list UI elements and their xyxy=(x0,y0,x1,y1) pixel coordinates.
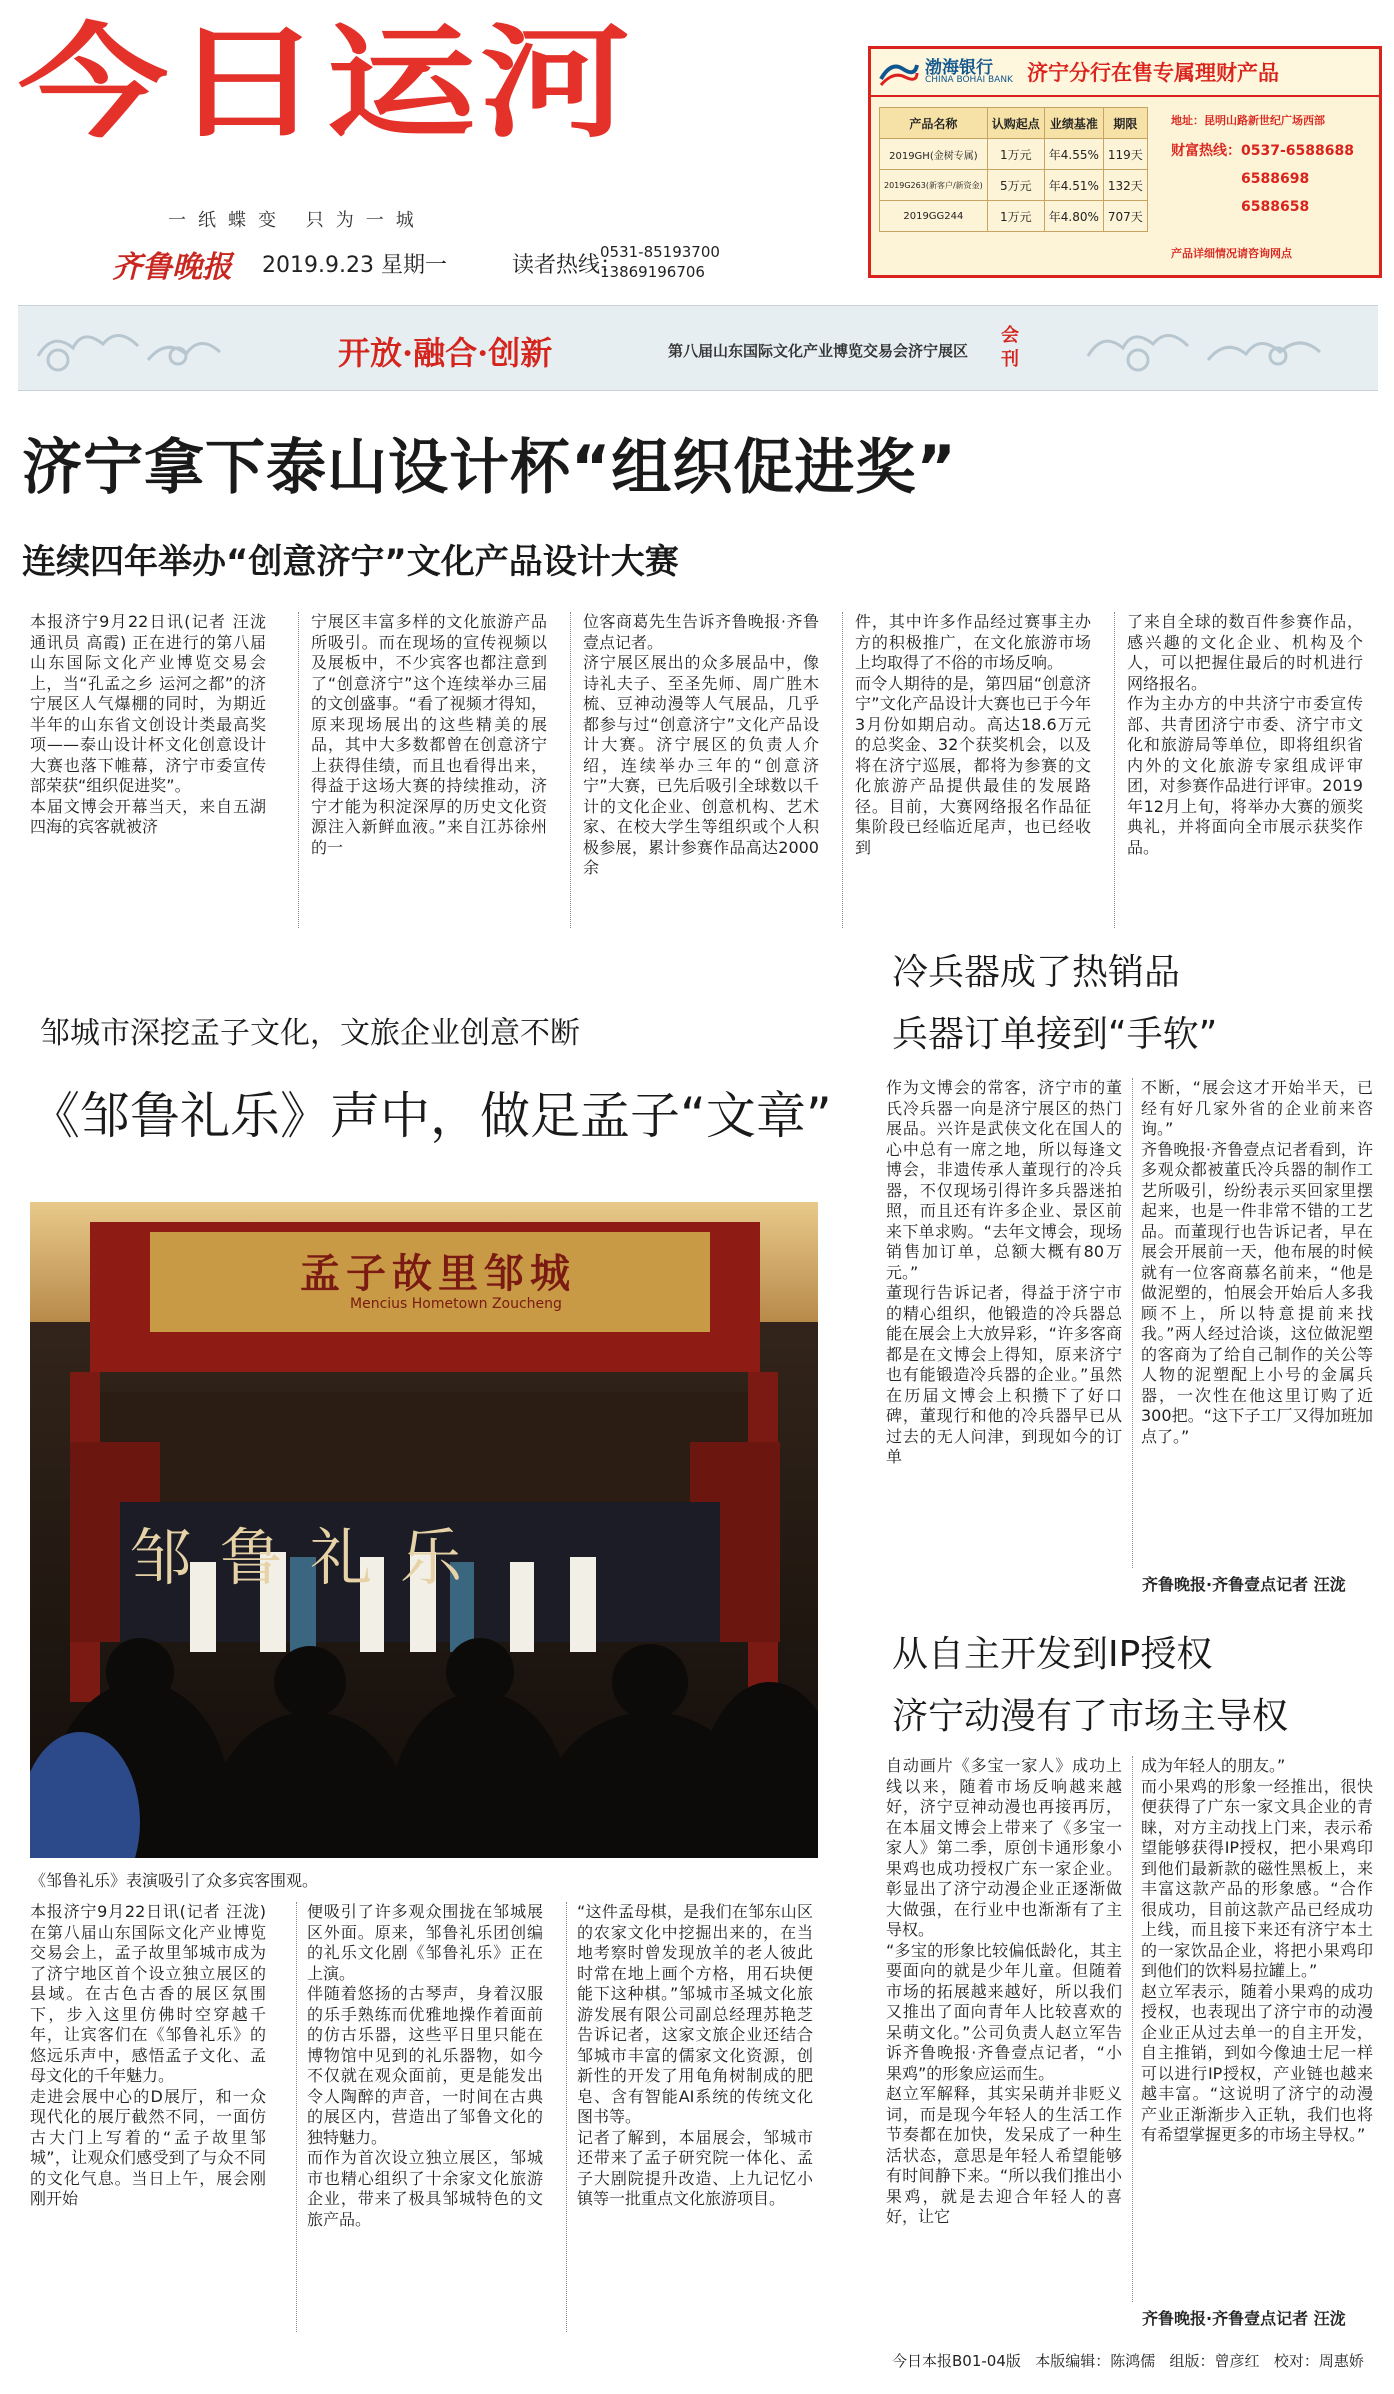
paragraph: 件，其中许多作品经过赛事主办方的积极推广，在文化旅游市场上均取得了不俗的市场反响。 而令人期待的是，第四届“创意济宁”文化产品设计大赛也已于今年3月份如期启动。高达18.6万元的总奖金、32个获奖机会，以及将在济宁巡展，都将为参赛的文化旅游产品提供最佳的发展路径。目前，大赛网络报名作品征集阶段已经临近尾声，也已经收到 xyxy=(855,612,1091,857)
article3-col-2 xyxy=(1132,1078,1373,1568)
photo-caption: 《邹鲁礼乐》表演吸引了众多宾客围观。 xyxy=(30,1871,319,1890)
table-header: 期限 xyxy=(1103,108,1147,139)
paragraph: “这件孟母棋，是我们在邹东山区的农家文化中挖掘出来的，在当地考察时曾发现放羊的老人彼此时常在地上画个方格，用石块便能下这种棋。”邹城市圣城文化旅游发展有限公司副总经理苏艳芝告诉记者，这家文旅企业还结合邹城市丰富的儒家文化资源，创新性的开发了用龟角树制成的肥皂、含有智能AI系统的传统文化图书等。 记者了解到，本届展会，邹城市还带来了孟子研究院一体化、孟子大剧院提升改造、上九记忆小镇等一批重点文化旅游项目。 xyxy=(577,1902,813,2208)
table-cell: 1万元 xyxy=(987,201,1044,232)
table-cell: 2019GH(金树专属) xyxy=(880,139,988,170)
brand-logo-text: 齐鲁晚报 xyxy=(112,250,232,285)
bank-name: 渤海银行 xyxy=(925,58,993,78)
footer-designer: 组版：曾彦红 xyxy=(1169,2352,1260,2370)
hotline-label: 读者热线： xyxy=(512,253,623,278)
footer-editor: 本版编辑：陈鸿儒 xyxy=(1035,2352,1156,2370)
table-header: 认购起点 xyxy=(987,108,1044,139)
footer-proof: 校对：周惠娇 xyxy=(1273,2352,1364,2370)
masthead-slogan: 一纸蝶变 只为一城 xyxy=(168,210,426,231)
banner-slogan: 开放·融合·创新 xyxy=(338,334,553,372)
ad-note: 产品详细情况请咨询网点 xyxy=(1171,247,1292,260)
phone-number[interactable]: 0537-6588688 xyxy=(1241,143,1354,159)
article3-byline: 齐鲁晚报·齐鲁壹点记者 汪泷 xyxy=(1142,1575,1346,1594)
article1-col-2 xyxy=(298,612,547,928)
page-footer xyxy=(892,2350,1382,2371)
paragraph: 了来自全球的数百件参赛作品，感兴趣的文化企业、机构及个人，可以把握住最后的时机进行网络报名。 作为主办方的中共济宁市委宣传部、共青团济宁市委、济宁市文化和旅游局等单位，即将组织省内外的文化旅游专家组成评审团，对参赛作品进行评审。2019年12月上旬，将举办大赛的颁奖典礼，并将面向全市展示获奖作品。 xyxy=(1127,612,1363,857)
article2-col-3 xyxy=(566,1902,813,2332)
article3-headline-2: 兵器订单接到“手软” xyxy=(892,1014,1218,1055)
ad-headline: 济宁分行在售专属理财产品 xyxy=(1027,61,1279,85)
paragraph: 作为文博会的常客，济宁市的董氏冷兵器一向是济宁展区的热门展品。兴许是武侠文化在国人的心中总有一席之地，所以每逢文博会，非遗传承人董现行的冷兵器，不仅现场引得许多兵器迷拍照，而且还有许多企业、景区前来下单求购。“去年文博会，现场销售加订单，总额大概有80万元。” 董现行告诉记者，得益于济宁市的精心组织，他锻造的冷兵器总能在展会上大放异彩，“许多客商都是在文博会上得知，原来济宁也有能锻造冷兵器的企业。”虽然在历届文博会上积攒下了好口碑，董现行和他的冷兵器早已从过去的无人问津，到现如今的订单 xyxy=(886,1078,1122,1466)
paragraph: 宁展区丰富多样的文化旅游产品所吸引。而在现场的宣传视频以及展板中，不少宾客也都注意到了“创意济宁”这个连续举办三届的文创盛事。“看了视频才得知，原来现场展出的这些精美的展品，其中大多数都曾在创意济宁上获得佳绩，而且也看得出来，得益于这场大赛的持续推动，济宁才能为积淀深厚的历史文化资源注入新鲜血液。”来自江苏徐州的一 xyxy=(311,612,547,857)
article2-kicker: 邹城市深挖孟子文化，文旅企业创意不断 xyxy=(40,1016,580,1051)
table-row xyxy=(880,139,1148,170)
paragraph: 本报济宁9月22日讯(记者 汪泷 通讯员 高霞) 正在进行的第八届山东国际文化产业博览交易会上，当“孔孟之乡 运河之都”的济宁展区人气爆棚的同时，为期近半年的山东省文创设计类最高奖项——泰山设计杯文化创意设计大赛也落下帷幕，济宁市委宣传部荣获“组织促进奖”。 本届文博会开幕当天，来自五湖四海的宾客就被济 xyxy=(30,612,266,836)
table-header: 产品名称 xyxy=(880,108,988,139)
hotline-2: 13869196706 xyxy=(600,263,705,281)
table-cell: 119天 xyxy=(1103,139,1147,170)
table-cell: 2019G263(新客户/新资金) xyxy=(880,170,988,201)
article1-subhead: 连续四年举办“创意济宁”文化产品设计大赛 xyxy=(22,542,679,582)
hotline-numbers xyxy=(600,242,720,282)
article1-body xyxy=(30,612,1370,928)
cloud-ornament-icon xyxy=(28,316,308,380)
article1-col-4 xyxy=(842,612,1091,928)
hotline-1: 0531-85193700 xyxy=(600,243,720,261)
phone-label: 财富热线： xyxy=(1171,143,1241,159)
paragraph: 位客商葛先生告诉齐鲁晚报·齐鲁壹点记者。 济宁展区展出的众多展品中，像诗礼夫子、至圣先师、周广胜木梳、豆神动漫等人气展品，几乎都参与过“创意济宁”文化产品设计大赛。济宁展区的负责人介绍，连续举办三年的“创意济宁”大赛，已先后吸引全球数以千计的文化企业、创意机构、艺术家、在校大学生等组织或个人积极参展，累计参赛作品高达2000余 xyxy=(583,612,819,877)
table-cell: 2019GG244 xyxy=(880,201,988,232)
cloud-ornament-icon xyxy=(1078,316,1368,380)
table-cell: 年4.51% xyxy=(1044,170,1103,201)
article1-headline: 济宁拿下泰山设计杯“组织促进奖” xyxy=(22,433,957,503)
stage-text: 邹鲁礼乐 xyxy=(130,1521,491,1594)
paragraph: 便吸引了许多观众围拢在邹城展区外面。原来，邹鲁礼乐团创编的礼乐文化剧《邹鲁礼乐》正在上演。 伴随着悠扬的古琴声，身着汉服的乐手熟练而优雅地操作着面前的仿古乐器，这些平日里只能在博物馆中见到的礼乐器物，如今不仅就在观众面前，更是能发出令人陶醉的声音，一时间在古典的展区内，营造出了邹鲁文化的独特魅力。 而作为首次设立独立展区，邹城市也精心组织了十余家文化旅游企业，带来了极具邹城特色的文旅产品。 xyxy=(307,1902,543,2229)
article1-col-1 xyxy=(30,612,266,928)
event-banner xyxy=(18,305,1378,391)
table-header-row xyxy=(880,108,1148,139)
photo-sign: 孟子故里邹城 xyxy=(300,1251,576,1297)
article4-headline-1: 从自主开发到IP授权 xyxy=(892,1634,1213,1675)
table-cell: 5万元 xyxy=(987,170,1044,201)
article3-col-1 xyxy=(886,1078,1122,1598)
phone-number[interactable]: 6588658 xyxy=(1241,199,1310,215)
banner-seal: 会刊 xyxy=(1001,325,1019,370)
article4-headline-2: 济宁动漫有了市场主导权 xyxy=(892,1696,1289,1737)
exhibition-photo xyxy=(30,1202,818,1858)
paragraph: 自动画片《多宝一家人》成功上线以来，随着市场反响越来越好，济宁豆神动漫也再接再厉，在本届文博会上带来了《多宝一家人》第二季，原创卡通形象小果鸡也成功授权广东一家企业。彰显出了济宁动漫企业正逐渐做大做强，在行业中也渐渐有了主导权。 “多宝的形象比较偏低龄化，其主要面向的就是少年儿童。但随着市场的拓展越来越好，所以我们又推出了面向青年人比较喜欢的呆萌文化。”公司负责人赵立军告诉齐鲁晚报·齐鲁壹点记者，“小果鸡”的形象应运而生。 赵立军解释，其实呆萌并非贬义词，而是现今年轻人的生活工作节奏都在加快，发呆成了一种生活状态，意思是年轻人希望能够有时间静下来。“所以我们推出小果鸡，就是去迎合年轻人的喜好，让它 xyxy=(886,1756,1122,2226)
masthead xyxy=(18,12,778,178)
article1-col-3 xyxy=(570,612,819,928)
table-cell: 132天 xyxy=(1103,170,1147,201)
ad-header xyxy=(871,49,1379,97)
paper-title: 今日运河 xyxy=(18,12,635,155)
article1-col-5 xyxy=(1114,612,1363,928)
article2-headline: 《邹鲁礼乐》声中，做足孟子“文章” xyxy=(30,1087,832,1145)
article4-col-1 xyxy=(886,1756,1122,2342)
paragraph: 本报济宁9月22日讯(记者 汪泷) 在第八届山东国际文化产业博览交易会上，孟子故里邹城市成为了济宁地区首个设立独立展区的县域。在古色古香的展区氛围下，步入这里仿佛时空穿越千年，让宾客们在《邹鲁礼乐》的悠远乐声中，感悟孟子文化、孟母文化的千年魅力。 走进会展中心的D展厅，和一众现代化的展厅截然不同，一面仿古大门上写着的“孟子故里邹城”，让观众们感受到了与众不同的文化气息。当日上午，展会刚刚开始 xyxy=(30,1902,266,2208)
table-cell: 年4.55% xyxy=(1044,139,1103,170)
footer-issue: 今日本报B01-04版 xyxy=(892,2352,1021,2370)
table-header: 业绩基准 xyxy=(1044,108,1103,139)
bank-name-en: CHINA BOHAI BANK xyxy=(925,75,1013,85)
issue-date: 2019.9.23 星期一 xyxy=(262,253,447,278)
article4-col-2 xyxy=(1132,1756,1373,2302)
table-cell: 年4.80% xyxy=(1044,201,1103,232)
date-line xyxy=(112,242,792,285)
phone-number[interactable]: 6588698 xyxy=(1241,171,1310,187)
table-row xyxy=(880,170,1148,201)
banner-event: 第八届山东国际文化产业博览交易会济宁展区 xyxy=(668,342,969,360)
article2-col-2 xyxy=(296,1902,543,2332)
ad-address: 地址：昆明山路新世纪广场西部 xyxy=(1171,114,1325,127)
table-row xyxy=(880,201,1148,232)
table-cell: 707天 xyxy=(1103,201,1147,232)
table-cell: 1万元 xyxy=(987,139,1044,170)
photo-sign-en: Mencius Hometown Zoucheng xyxy=(350,1296,562,1312)
ad-phones xyxy=(1171,137,1354,221)
paragraph: 成为年轻人的朋友。” 而小果鸡的形象一经推出，很快便获得了广东一家文具企业的青睐，对方主动找上门来，表示希望能够获得IP授权，把小果鸡印到他们最新款的磁性黑板上，来丰富这款产品的形象感。“合作很成功，目前这款产品已经成功上线，而且接下来还有济宁本土的一家饮品企业，将把小果鸡印到他们的饮料易拉罐上。” 赵立军表示，随着小果鸡的成功授权，也表现出了济宁市的动漫企业正从过去单一的自主开发，自主推销，到如今像迪士尼一样可以进行IP授权，产业链也越来越丰富。“这说明了济宁的动漫产业正渐渐步入正轨，我们也将有希望掌握更多的市场主导权。” xyxy=(1141,1756,1373,2144)
article3-headline-1: 冷兵器成了热销品 xyxy=(892,952,1181,993)
paragraph: 不断，“展会这才开始半天，已经有好几家外省的企业前来咨询。” 齐鲁晚报·齐鲁壹点记者看到，许多观众都被董氏冷兵器的制作工艺所吸引，纷纷表示买回家里摆起来，也是一件非常不错的工艺品。而董现行也告诉记者，早在展会开展前一天，他布展的时候就有一位客商慕名前来，“他是做泥塑的，怕展会开始后人多我顾不上，所以特意提前来找我。”两人经过洽谈，这位做泥塑的客商为了给自己制作的关公等人物的泥塑配上小号的金属兵器，一次性在他这里订购了近300把。“这下子工厂又得加班加点了。” xyxy=(1141,1078,1373,1446)
article2-col-1 xyxy=(30,1902,266,2332)
article3-body xyxy=(886,1078,1376,1598)
article2-body xyxy=(30,1902,828,2332)
article4-byline: 齐鲁晚报·齐鲁壹点记者 汪泷 xyxy=(1142,2309,1346,2328)
bank-ad[interactable] xyxy=(868,46,1382,278)
article4-body xyxy=(886,1756,1376,2342)
bank-logo-icon xyxy=(879,55,919,89)
product-table xyxy=(879,107,1148,232)
